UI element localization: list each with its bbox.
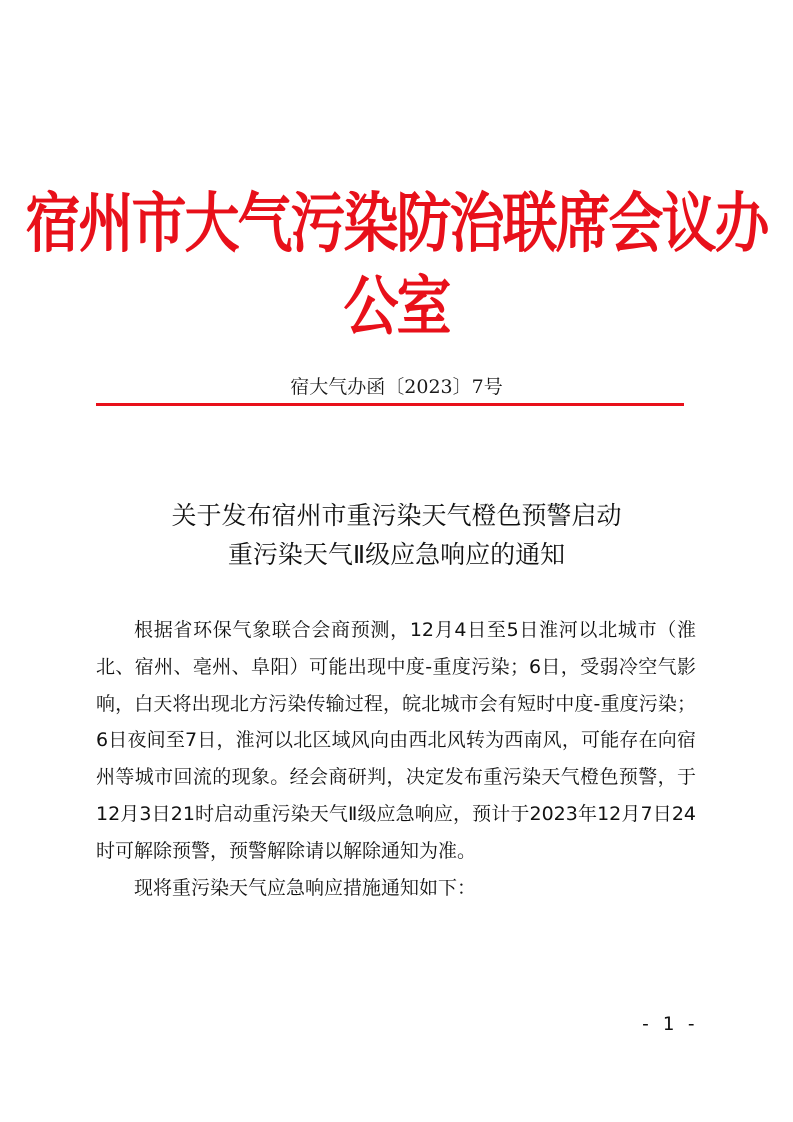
red-divider-line xyxy=(96,403,684,406)
document-number: 宿大气办函〔2023〕7号 xyxy=(290,376,503,398)
body-paragraph-1: 根据省环保气象联合会商预测，12月4日至5日淮河以北城市（淮北、宿州、亳州、阜阳）可能出现中度-重度污染；6日，受弱冷空气影响，白天将出现北方污染传输过程，皖北城市会有短时中度-重度污染；6日夜间至7日，淮河以北区域风向由西北风转为西南风，可能存在向宿州等城市回流的现象。经会商研判，决定发布重污染天气橙色预警，于12月3日21时启动重污染天气Ⅱ级应急响应，预计于2023年12月7日24时可解除预警，预警解除请以解除通知为准。 xyxy=(96,619,696,862)
notice-body xyxy=(96,612,696,906)
notice-title-line-1: 关于发布宿州市重污染天气橙色预警启动 xyxy=(171,501,622,530)
notice-title xyxy=(0,496,793,574)
letterhead-title: 宿州市大气污染防治联席会议办公室 xyxy=(25,184,768,344)
page-number: - 1 - xyxy=(639,1013,697,1035)
notice-title-line-2: 重污染天气Ⅱ级应急响应的通知 xyxy=(227,540,566,569)
body-paragraph-2: 现将重污染天气应急响应措施通知如下： xyxy=(134,876,477,899)
